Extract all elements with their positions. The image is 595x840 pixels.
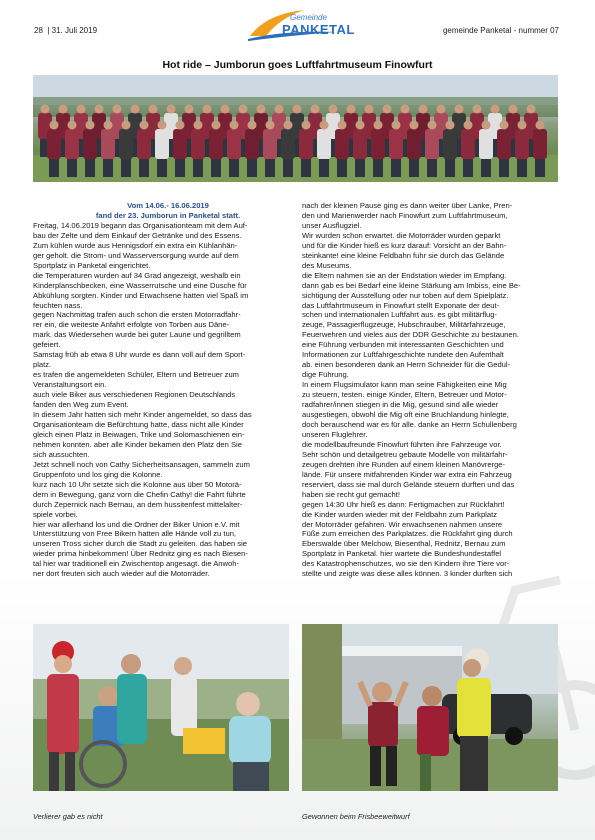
photo-frisbee-winners xyxy=(302,624,558,791)
article-line: fanden den Weg zum Event. xyxy=(33,400,129,410)
article-line: bau der Zelte und dem Einkauf der Getränke und des Essens. xyxy=(33,230,242,240)
article-line: Organisationteam die Befürchtung hatte, dass nicht alle Kinder xyxy=(33,419,244,429)
article-line: zeugen drehten ihre Runden auf einem kleinen Manövrerge- xyxy=(302,459,506,469)
page-number-and-date xyxy=(34,26,97,35)
article-line: der Motorräder gefahren. Wir erwachsenen nahmen unsere xyxy=(302,519,503,529)
article-line: den und Marienwerder nach Finowfurt zum Luftfahrtmuseum, xyxy=(302,210,508,220)
article-line: die modellbaufreunde Finowfurt führten ihre Fahrzeuge vor. xyxy=(302,439,502,449)
article-line: Füße zum erreichen des Parkplatzes. die Rückfahrt ging durch xyxy=(302,529,513,539)
article-line: lände. Für unsere mitfahrenden Kinder war extra ein Fahrzeug xyxy=(302,469,512,479)
article-line: des Museums. xyxy=(302,260,352,270)
article-line: dann gab es bei Bedarf eine kleine Stärkung am Imbiss, eine Be- xyxy=(302,280,521,290)
article-line: ab. einen besonderen dank an Herrn Schneider für die Gedul- xyxy=(302,360,511,370)
article-line: auch viele Biker aus verschiedenen Regionen Deutschlands xyxy=(33,390,236,400)
article-line: Samstag früh ab etwa 8 Uhr wurde es dann voll auf dem Sport- xyxy=(33,350,246,360)
article-line: mark. das Wiedersehen wurde bei guter Laune und gegrilltem xyxy=(33,330,241,340)
logo-text-gemeinde: Gemeinde xyxy=(290,13,327,22)
caption-right: Gewonnen beim Frisbeeweitwurf xyxy=(302,812,410,821)
page-header xyxy=(0,0,595,50)
article-line: Gruppenfoto und los ging die Kolonne. xyxy=(33,469,163,479)
article-line: es trafen die angemeldeten Schüler, Eltern und Betreuer zum xyxy=(33,370,239,380)
intro-dates: Vom 14.06.- 16.06.2019 xyxy=(127,201,209,210)
article-line: des Katastrophenschutzes, wo sie den Kindern ihre Tiere vor- xyxy=(302,559,510,569)
article-line: Informationen zur Luftfahrgeschichte rundete den Aufenthalt xyxy=(302,350,504,360)
article-column-left xyxy=(33,201,303,579)
issue-date: | 31. Juli 2019 xyxy=(47,26,98,35)
article-line: die Temperaturen wurden auf 34 Grad angezeigt, weshalb ein xyxy=(33,270,241,280)
intro-subtitle: fand der 23. Jumborun in Panketal statt. xyxy=(95,210,241,220)
article-line: die Kinder wurden wieder mit der Feldbahn zum Parkplatz xyxy=(302,509,498,519)
article-line: haben sie recht gut gemacht! xyxy=(302,489,400,499)
article-line: Abkühlung sorgten. Kinder und Erwachsene hatten viel Spaß im xyxy=(33,290,249,300)
article-line: und für die Kinder hieß es kurz darauf: Vorsicht an der Bahn- xyxy=(302,240,507,250)
logo-text-panketal: PANKETAL xyxy=(282,22,355,37)
article-line: Kinderplanschbecken, eine Wasserrutsche und eine Dusche für xyxy=(33,280,247,290)
article-line: eine Führung verbunden mit interessanten Geschichten und xyxy=(302,340,504,350)
article-line: gleich einen Platz in Beiwagen, Trike und Solomaschienen ein- xyxy=(33,429,245,439)
gemeinde-panketal-logo xyxy=(246,6,355,42)
article-line: Sehr schön und detailgetreu gebaute Modelle von militärfahr- xyxy=(302,449,508,459)
article-line: durch Zepernick nach Bernau, an dem hussitenfest mittelalter- xyxy=(33,499,243,509)
article-column-right xyxy=(302,201,560,579)
article-line: hier war allerhand los und die Ordner der Biker Union e.V. mit xyxy=(33,519,240,529)
article-line: schen und internationalen Luftfahrt aus. es gibt militärflug- xyxy=(302,310,498,320)
article-line: Freitag, 14.06.2019 begann das Organisationteam mit dem Auf- xyxy=(33,220,248,230)
article-line: Feuerwehren und vieles aus der DDR Geschichte zu bestaunen. xyxy=(302,330,519,340)
article-line: feuchten nass. xyxy=(33,300,83,310)
article-line: Eberswalde über Melchow, Biesenthal, Rednitz, Bernau zum xyxy=(302,539,506,549)
article-line: das Luftfahrtmuseum in Finowfurt stellt Exponate der deut- xyxy=(302,300,500,310)
article-line: steinkante! eine kleine Feldbahn fuhr sie durch das Gelände xyxy=(302,250,505,260)
article-line: gegen Nachmittag trafen auch schon die ersten Motorradfahr- xyxy=(33,310,241,320)
article-line: tal hier war traditionell ein Zwischentop angesagt. die Anwoh- xyxy=(33,559,239,569)
article-line: rer ein, die weiteste Anfahrt erfolgte von Torben aus Däne- xyxy=(33,320,230,330)
group-photo-illustration xyxy=(33,75,558,182)
article-line: dige Führung. xyxy=(302,370,349,380)
caption-left: Verlierer gab es nicht xyxy=(33,812,103,821)
article-line: gegen 14:30 Uhr hieß es dann: Fertigmachen zur Rückfahrt! xyxy=(302,499,505,509)
article-line: sich aussuchten. xyxy=(33,449,90,459)
publication-name: gemeinde Panketal - nummer 07 xyxy=(442,26,559,35)
article-line: Veranstaltungsort ein. xyxy=(33,380,107,390)
article-line: platz. xyxy=(33,360,52,370)
article-line: stellte und zeigte was diese alles können. 3 kinder durften sich xyxy=(302,569,513,579)
article-line: nach der kleinen Pause ging es dann weiter über Lanke, Pren- xyxy=(302,201,513,210)
article-line: kurz nach 10 Uhr setzte sich die Kolonne aus über 50 Motorä- xyxy=(33,479,242,489)
article-line: unseren Fluglehrer. xyxy=(302,429,368,439)
page-number: 28 xyxy=(34,26,43,35)
photo-kids-game-illustration xyxy=(33,624,289,791)
article-line: unser Ausflugziel. xyxy=(302,220,362,230)
article-line: In diesem Jahr hatten sich mehr Kinder angemeldet, so dass das xyxy=(33,410,252,420)
article-line: In einem Flugsimulator kann man seine Fähigkeiten eine Mig xyxy=(302,380,507,390)
article-line: Unterstützung von Free Bikern hatten alle Hände voll zu tun, xyxy=(33,529,237,539)
article-line: Sportplatz in Panketal. hier wartete die Bundeshundestaffel xyxy=(302,549,502,559)
article-line: unseren Tross sicher durch die Stadt zu geleiten. das haben sie xyxy=(33,539,248,549)
article-line: spiele vorbei. xyxy=(33,509,78,519)
article-line: radfahrer/innen stiegen in die Mig, gesund sind alle wieder xyxy=(302,400,499,410)
photo-frisbee-illustration xyxy=(302,624,558,791)
article-line: reserviert, dass sie mal durch Gelände steuern durften und das xyxy=(302,479,515,489)
article-line: nehmen konnten. aber alle Kinder bekamen den Platz den Sie xyxy=(33,439,242,449)
article-line: ausgestiegen, obwohl die Mig oft eine Bruchlandung hinlegte, xyxy=(302,410,509,420)
article-line: ner dort freuten sich auch wieder auf die Motorräder. xyxy=(33,569,210,579)
article-title: Hot ride – Jumborun goes Luftfahrtmuseum Finowfurt xyxy=(162,59,433,71)
article-line: zeuge, Passagierflugzeuge, Hubschrauber, Militärfahrzeuge, xyxy=(302,320,506,330)
article-line: sichtigung der Ausstellung oder nur toben auf dem Spielplatz. xyxy=(302,290,509,300)
article-line: gefeiert. xyxy=(33,340,61,350)
article-line: doch berauschend war es für alle. danke an Herrn Schullenberg xyxy=(302,419,517,429)
article-line: die Eltern nahmen sie an der Endstation wieder im Empfang. xyxy=(302,270,507,280)
article-line: zu steuern, testen. einige Kinder, Eltern, Betreuer und Motor- xyxy=(302,390,507,400)
article-line: Sportplatz in Panketal eingerichtet. xyxy=(33,260,151,270)
article-line: Jetzt schnell noch von Cathy Sicherheitsansagen, sammeln zum xyxy=(33,459,250,469)
article-line: ger geholt. die Strom- und Wasserversorgung wurde auf dem xyxy=(33,250,239,260)
group-photo xyxy=(33,75,558,182)
photo-kids-game xyxy=(33,624,289,791)
article-line: dern in Bewegung, ganz vorn die Chefin Cathy! die Fahrt führte xyxy=(33,489,246,499)
article-line: Zum kühlen wurde aus Hennigsdorf ein extra ein Kühlanhän- xyxy=(33,240,238,250)
article-line: Wir wurden schon erwartet. die Motorräder wurden geparkt xyxy=(302,230,501,240)
article-line: wieder prima hinbekommen! Über Rednitz ging es nach Biesen- xyxy=(33,549,248,559)
